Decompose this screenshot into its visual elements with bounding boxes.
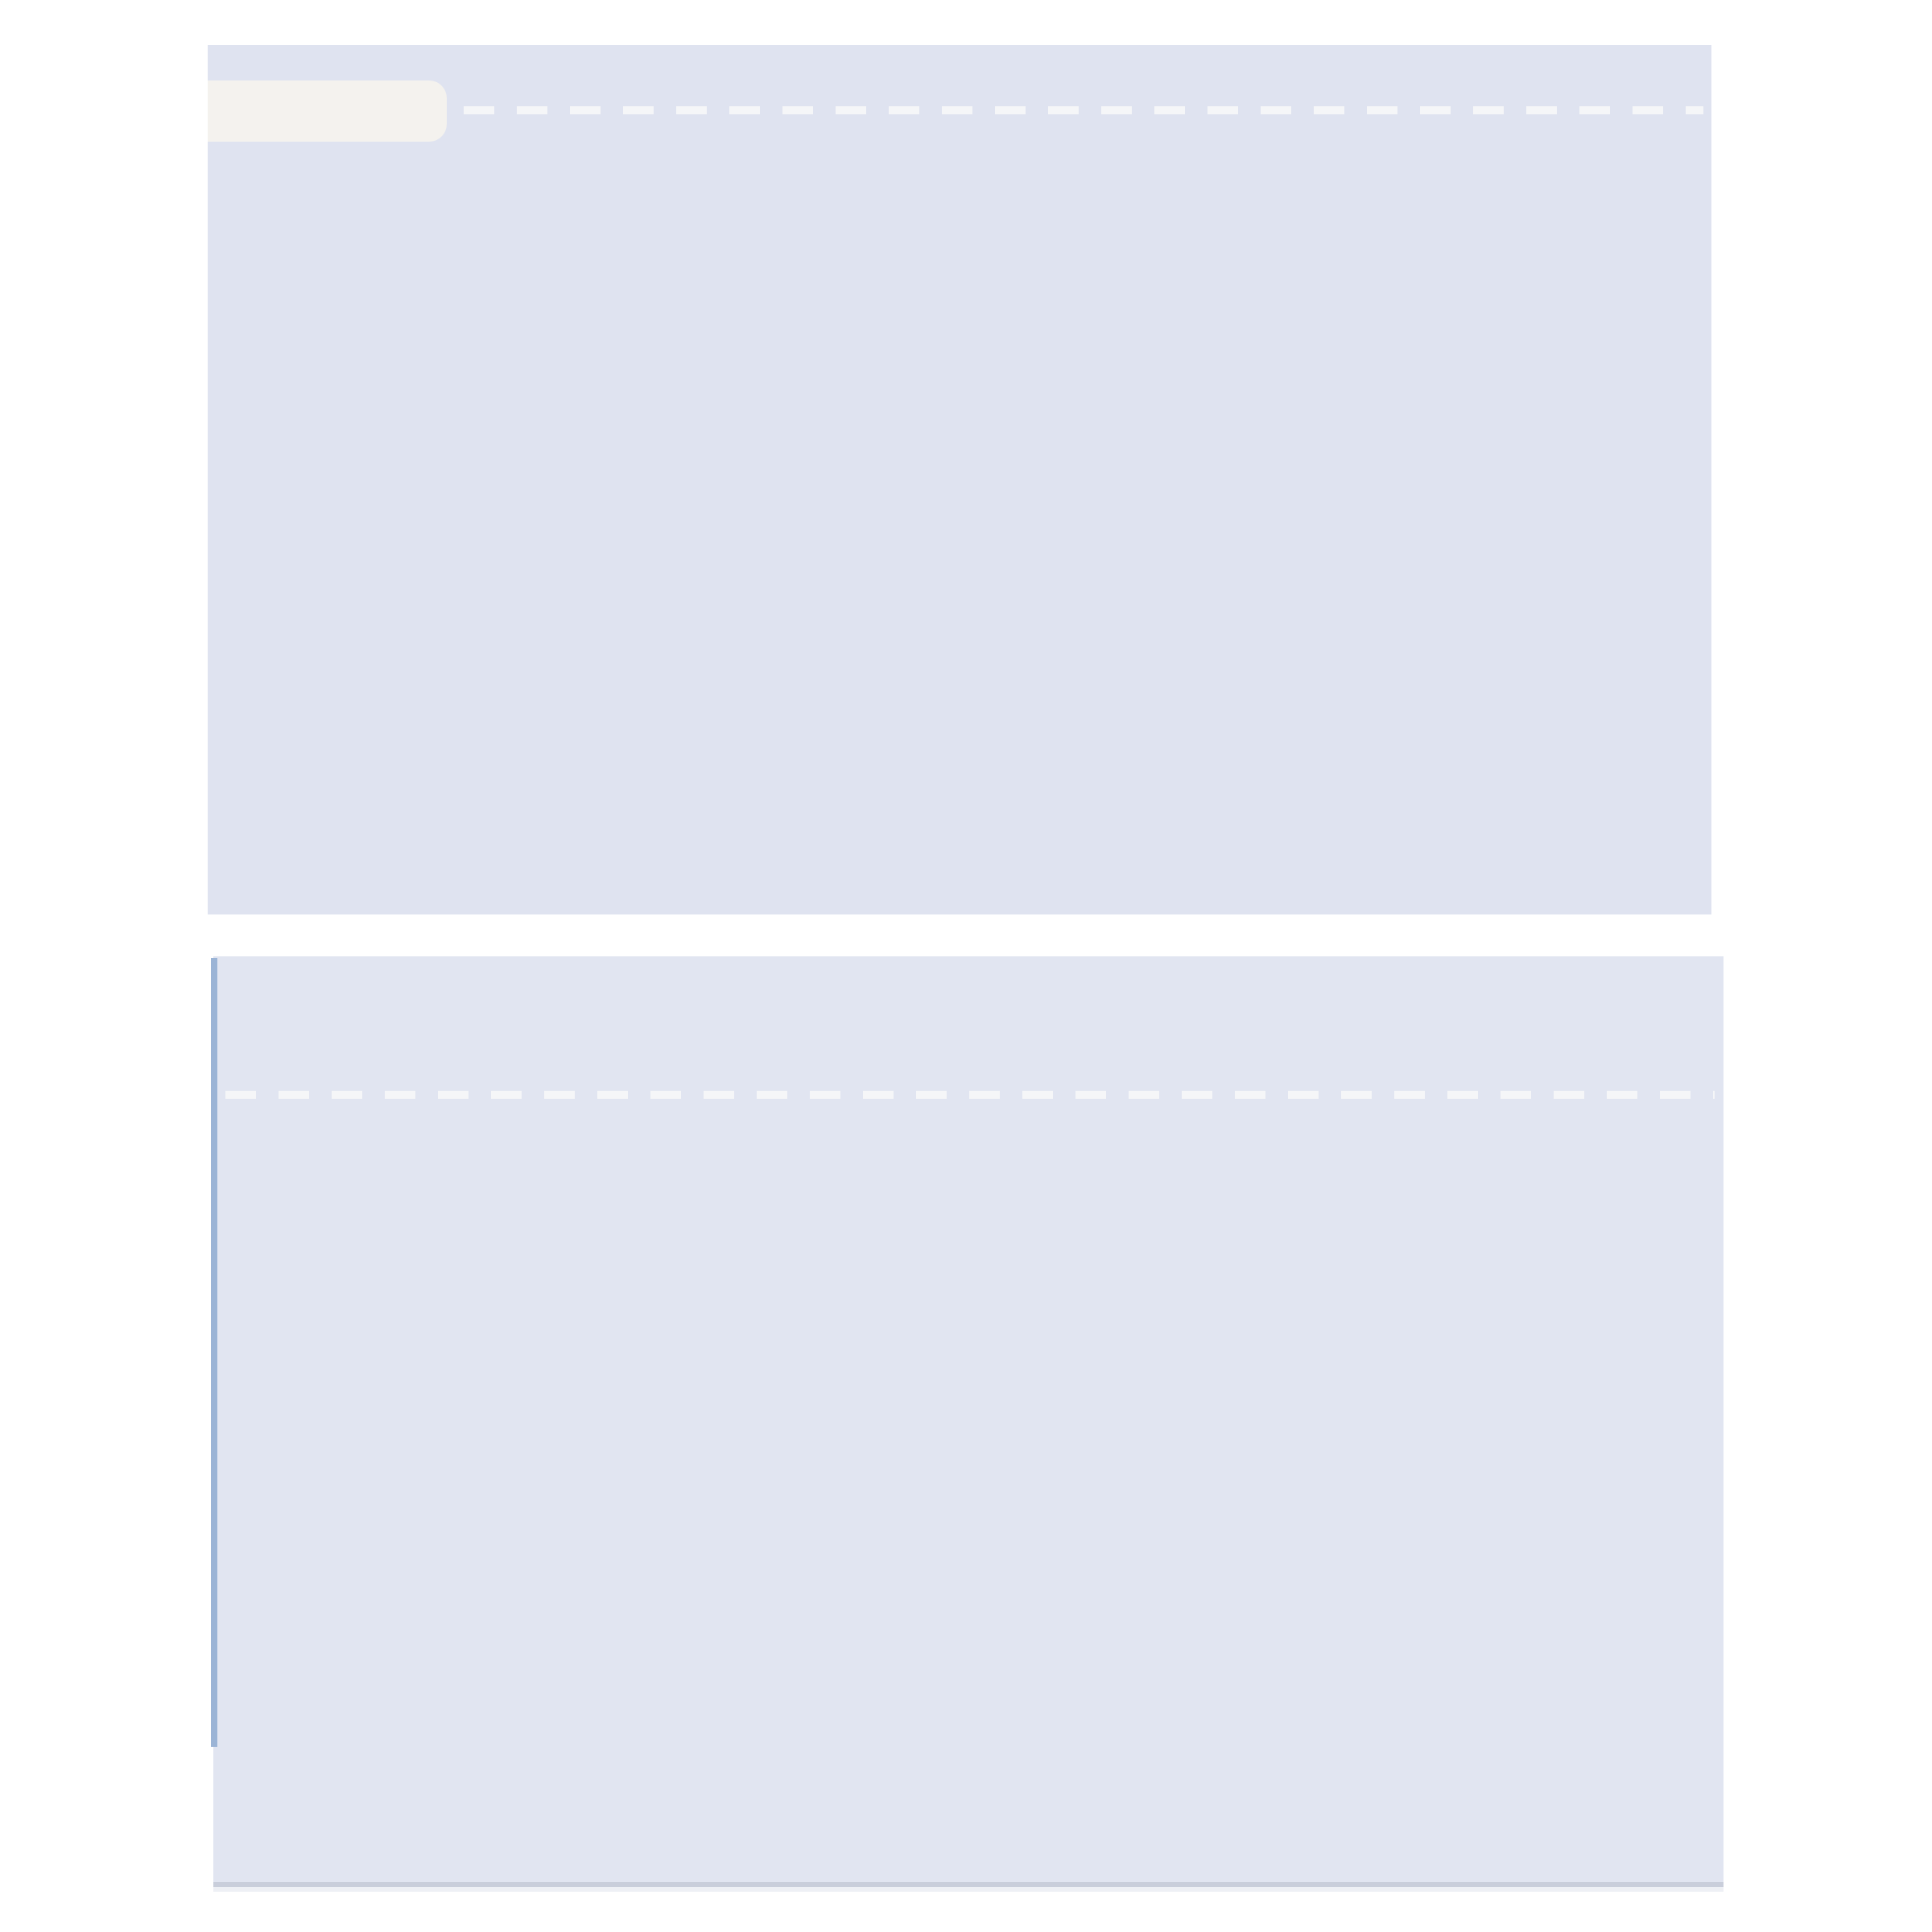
title-tab bbox=[208, 80, 447, 142]
bottom-dash-divider bbox=[225, 1091, 1715, 1099]
page-edge bbox=[211, 958, 217, 1747]
top-page bbox=[208, 45, 1711, 914]
top-dash-divider bbox=[464, 106, 1703, 114]
